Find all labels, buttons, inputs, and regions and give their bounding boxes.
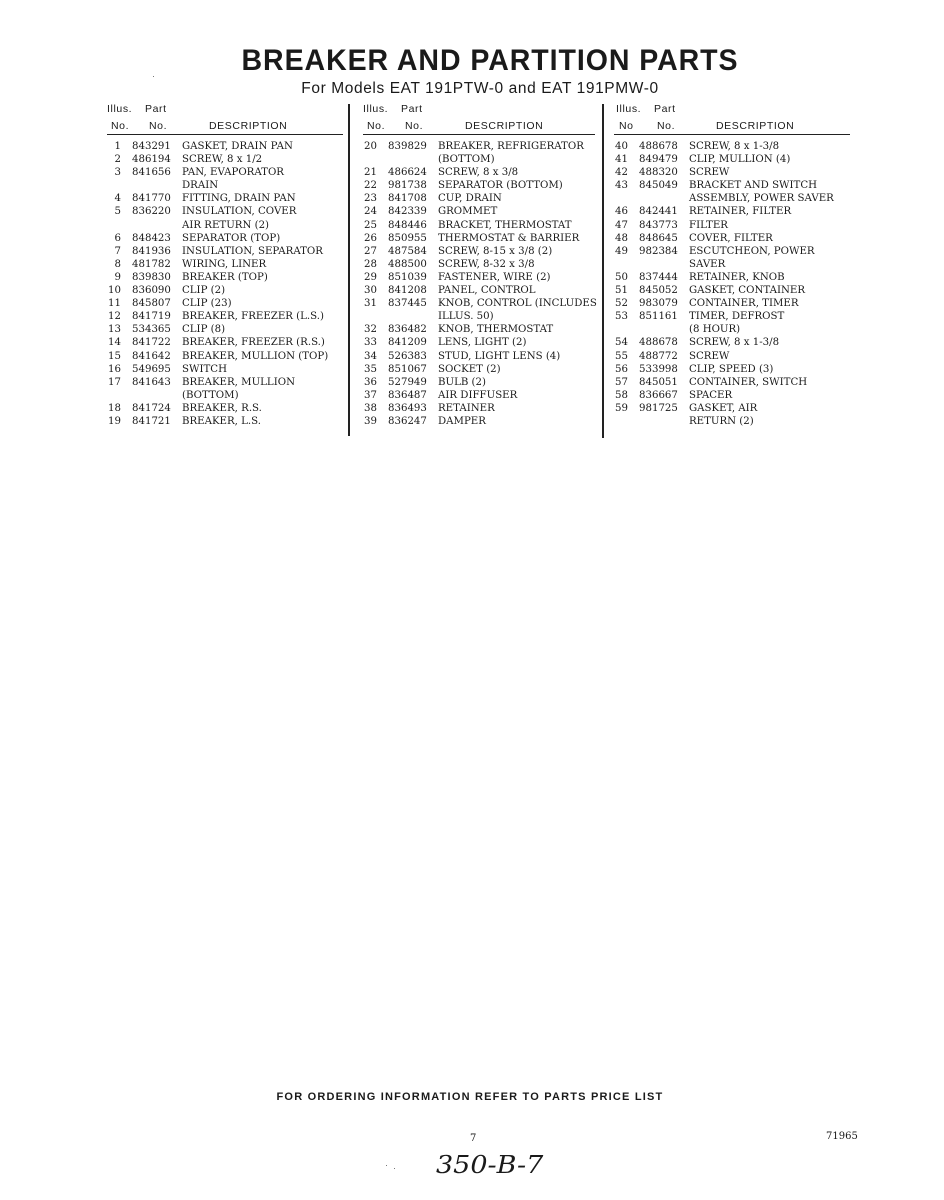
part-number: 842441	[639, 206, 678, 218]
parts-row	[614, 310, 854, 323]
illus-number: 56	[615, 363, 628, 375]
part-number: 841209	[388, 337, 427, 349]
parts-column-3	[614, 103, 854, 428]
parts-row	[363, 219, 603, 232]
part-description: THERMOSTAT & BARRIER	[438, 232, 580, 244]
illus-number: 53	[615, 311, 628, 323]
part-header-line2: No.	[405, 120, 424, 132]
illus-header-line2: No	[619, 120, 634, 132]
part-description: LENS, LIGHT (2)	[438, 337, 527, 349]
illus-number: 8	[114, 258, 121, 270]
part-number: 841770	[132, 193, 171, 205]
parts-row	[614, 179, 854, 192]
parts-row	[614, 192, 854, 205]
part-number: 837444	[639, 271, 678, 283]
part-number: 841721	[132, 415, 171, 427]
part-description: STUD, LIGHT LENS (4)	[438, 350, 561, 362]
parts-row	[107, 245, 347, 258]
part-description: GASKET, AIR	[689, 402, 758, 414]
catalog-code: 71965	[826, 1131, 858, 1142]
part-number: 836247	[388, 415, 427, 427]
illus-number: 37	[364, 389, 377, 401]
part-number: 848423	[132, 232, 171, 244]
illus-number: 19	[108, 415, 121, 427]
parts-row	[107, 363, 347, 376]
part-number: 851039	[388, 271, 427, 283]
part-number: 487584	[388, 245, 427, 257]
illus-header-line2: No.	[111, 120, 130, 132]
description-header: DESCRIPTION	[209, 120, 288, 132]
column-divider	[348, 104, 350, 436]
part-description: SOCKET (2)	[438, 363, 501, 375]
illus-number: 2	[114, 154, 121, 166]
part-number: 526383	[388, 350, 427, 362]
illus-number: 47	[615, 219, 628, 231]
part-number: 850955	[388, 232, 427, 244]
parts-row	[614, 153, 854, 166]
part-description: BREAKER, FREEZER (R.S.)	[182, 337, 325, 349]
part-description: INSULATION, COVER	[182, 206, 297, 218]
part-number: 488678	[639, 141, 678, 152]
part-number: 982384	[639, 245, 678, 257]
part-description: SCREW, 8 x 1/2	[182, 154, 263, 166]
illus-number: 52	[615, 298, 628, 310]
part-number: 845049	[639, 180, 678, 192]
illus-number: 10	[108, 285, 121, 297]
illus-number: 18	[108, 402, 121, 414]
illus-number: 51	[615, 285, 628, 297]
parts-row	[363, 153, 603, 166]
illus-number: 4	[114, 193, 121, 205]
illus-number: 33	[364, 337, 377, 349]
part-number: 841656	[132, 167, 171, 179]
part-description: SCREW	[689, 167, 730, 179]
parts-row	[363, 310, 603, 323]
parts-row	[107, 219, 347, 232]
part-number: 488772	[639, 350, 678, 362]
part-number: 841708	[388, 193, 427, 205]
parts-row	[614, 389, 854, 402]
part-description: DRAIN	[182, 180, 219, 192]
illus-number: 40	[615, 141, 628, 152]
parts-row	[107, 376, 347, 389]
header-rule	[614, 134, 850, 135]
part-number: 843291	[132, 141, 171, 152]
illus-number: 31	[364, 298, 377, 310]
illus-number: 30	[364, 285, 377, 297]
illus-number: 59	[615, 402, 628, 414]
part-number: 849479	[639, 154, 678, 166]
part-description: SCREW, 8 x 1-3/8	[689, 141, 780, 152]
part-description: PAN, EVAPORATOR	[182, 167, 284, 179]
illus-number: 46	[615, 206, 628, 218]
illus-number: 55	[615, 350, 628, 362]
illus-number: 14	[108, 337, 121, 349]
part-header-line1: Part	[654, 103, 676, 115]
part-description: SEPARATOR (TOP)	[182, 232, 281, 244]
page-title: BREAKER AND PARTITION PARTS	[241, 44, 739, 77]
parts-list	[363, 140, 603, 428]
parts-row	[363, 258, 603, 271]
scan-speck	[386, 1165, 387, 1166]
part-number: 486194	[132, 154, 171, 166]
part-description: GROMMET	[438, 206, 498, 218]
page-number: 7	[470, 1133, 477, 1144]
parts-list	[107, 140, 347, 428]
part-number: 845051	[639, 376, 678, 388]
illus-number: 17	[108, 376, 121, 388]
part-description: WIRING, LINER	[182, 258, 267, 270]
part-number: 533998	[639, 363, 678, 375]
part-description: FILTER	[689, 219, 728, 231]
part-number: 527949	[388, 376, 427, 388]
part-description: BRACKET AND SWITCH	[689, 180, 818, 192]
illus-header-line2: No.	[367, 120, 386, 132]
column-divider	[602, 104, 604, 438]
parts-row	[363, 140, 603, 153]
illus-number: 21	[364, 167, 377, 179]
scan-speck	[394, 1168, 395, 1169]
part-header-line2: No.	[657, 120, 676, 132]
part-number: 836667	[639, 389, 678, 401]
part-description: TIMER, DEFROST	[689, 311, 785, 323]
illus-number: 39	[364, 415, 377, 427]
part-number: 981725	[639, 402, 678, 414]
parts-row	[363, 415, 603, 428]
part-number: 981738	[388, 180, 427, 192]
part-number: 983079	[639, 298, 678, 310]
part-description: RETAINER	[438, 402, 495, 414]
part-number: 836482	[388, 324, 427, 336]
parts-row	[614, 284, 854, 297]
part-number: 534365	[132, 324, 171, 336]
part-description: (BOTTOM)	[182, 389, 239, 401]
part-description: CLIP (23)	[182, 298, 232, 310]
part-description: SCREW	[689, 350, 730, 362]
parts-row	[363, 232, 603, 245]
part-description: AIR RETURN (2)	[182, 219, 270, 231]
part-description: SCREW, 8-15 x 3/8 (2)	[438, 245, 553, 257]
part-description: KNOB, CONTROL (INCLUDES	[438, 298, 597, 310]
parts-row	[107, 232, 347, 245]
parts-column-2	[363, 103, 603, 428]
parts-row	[107, 284, 347, 297]
parts-row	[107, 310, 347, 323]
parts-row	[363, 271, 603, 284]
part-description: SWITCH	[182, 363, 227, 375]
part-number: 842339	[388, 206, 427, 218]
parts-list	[614, 140, 854, 428]
illus-number: 22	[364, 180, 377, 192]
column-header	[107, 103, 347, 137]
parts-row	[614, 350, 854, 363]
parts-row	[363, 166, 603, 179]
parts-row	[107, 140, 347, 153]
part-description: (BOTTOM)	[438, 154, 495, 166]
part-number: 841208	[388, 285, 427, 297]
illus-number: 20	[364, 141, 377, 152]
part-number: 836090	[132, 285, 171, 297]
part-description: GASKET, CONTAINER	[689, 285, 805, 297]
part-description: COVER, FILTER	[689, 232, 773, 244]
part-description: ASSEMBLY, POWER SAVER	[689, 193, 834, 205]
part-number: 549695	[132, 363, 171, 375]
part-number: 839829	[388, 141, 427, 152]
illus-number: 57	[615, 376, 628, 388]
parts-row	[363, 376, 603, 389]
parts-row	[107, 166, 347, 179]
part-number: 845052	[639, 285, 678, 297]
part-description: CONTAINER, TIMER	[689, 298, 799, 310]
parts-row	[363, 323, 603, 336]
part-description: BULB (2)	[438, 376, 486, 388]
part-number: 848645	[639, 232, 678, 244]
part-number: 843773	[639, 219, 678, 231]
illus-number: 27	[364, 245, 377, 257]
parts-row	[363, 350, 603, 363]
part-number: 837445	[388, 298, 427, 310]
illus-number: 32	[364, 324, 377, 336]
parts-row	[614, 297, 854, 310]
part-description: ILLUS. 50)	[438, 311, 494, 323]
part-description: BREAKER, FREEZER (L.S.)	[182, 311, 324, 323]
parts-row	[363, 402, 603, 415]
part-description: RETAINER, FILTER	[689, 206, 792, 218]
parts-row	[614, 245, 854, 258]
parts-row	[107, 336, 347, 349]
part-number: 481782	[132, 258, 171, 270]
illus-number: 38	[364, 402, 377, 414]
parts-row	[614, 363, 854, 376]
parts-row	[107, 323, 347, 336]
illus-number: 48	[615, 232, 628, 244]
part-description: SCREW, 8 x 1-3/8	[689, 337, 780, 349]
part-description: BREAKER, MULLION	[182, 376, 295, 388]
part-number: 836220	[132, 206, 171, 218]
parts-row	[363, 336, 603, 349]
part-number: 841724	[132, 402, 171, 414]
parts-row	[107, 350, 347, 363]
part-description: DAMPER	[438, 415, 486, 427]
illus-number: 42	[615, 167, 628, 179]
parts-row	[107, 153, 347, 166]
illus-number: 3	[114, 167, 121, 179]
part-description: ESCUTCHEON, POWER	[689, 245, 815, 257]
part-description: FASTENER, WIRE (2)	[438, 271, 551, 283]
part-number: 836487	[388, 389, 427, 401]
parts-row	[107, 415, 347, 428]
part-description: BRACKET, THERMOSTAT	[438, 219, 572, 231]
parts-row	[614, 402, 854, 415]
part-description: RETAINER, KNOB	[689, 271, 785, 283]
part-description: AIR DIFFUSER	[438, 389, 518, 401]
part-header-line1: Part	[401, 103, 423, 115]
parts-column-1	[107, 103, 347, 428]
parts-row	[363, 192, 603, 205]
parts-row	[614, 232, 854, 245]
illus-number: 41	[615, 154, 628, 166]
part-description: CLIP (2)	[182, 285, 226, 297]
parts-row	[614, 205, 854, 218]
part-number: 841643	[132, 376, 171, 388]
part-description: BREAKER, MULLION (TOP)	[182, 350, 329, 362]
illus-number: 28	[364, 258, 377, 270]
part-description: RETURN (2)	[689, 415, 754, 427]
illus-header-line1: Illus.	[616, 103, 642, 115]
part-number: 839830	[132, 271, 171, 283]
part-number: 488678	[639, 337, 678, 349]
part-description: (8 HOUR)	[689, 324, 741, 336]
illus-number: 43	[615, 180, 628, 192]
column-header	[363, 103, 603, 137]
parts-row	[107, 389, 347, 402]
parts-row	[107, 192, 347, 205]
illus-number: 54	[615, 337, 628, 349]
illus-number: 11	[108, 298, 121, 310]
part-number: 851161	[639, 311, 678, 323]
parts-row	[363, 297, 603, 310]
parts-row	[614, 140, 854, 153]
parts-row	[363, 363, 603, 376]
part-number: 488320	[639, 167, 678, 179]
illus-number: 13	[108, 324, 121, 336]
header-rule	[363, 134, 595, 135]
illus-number: 1	[114, 141, 121, 152]
part-description: INSULATION, SEPARATOR	[182, 245, 323, 257]
illus-number: 29	[364, 271, 377, 283]
illus-number: 5	[114, 206, 121, 218]
part-number: 836493	[388, 402, 427, 414]
parts-row	[107, 402, 347, 415]
ordering-note: FOR ORDERING INFORMATION REFER TO PARTS PRICE LIST	[276, 1091, 664, 1103]
illus-number: 12	[108, 311, 121, 323]
part-description: BREAKER, REFRIGERATOR	[438, 141, 584, 152]
description-header: DESCRIPTION	[716, 120, 795, 132]
part-number: 488500	[388, 258, 427, 270]
part-number: 841642	[132, 350, 171, 362]
part-number: 851067	[388, 363, 427, 375]
illus-number: 16	[108, 363, 121, 375]
part-number: 841722	[132, 337, 171, 349]
part-description: BREAKER, L.S.	[182, 415, 262, 427]
part-description: CUP, DRAIN	[438, 193, 502, 205]
part-header-line1: Part	[145, 103, 167, 115]
handwritten-note: 350-B-7	[436, 1151, 544, 1180]
part-number: 841719	[132, 311, 171, 323]
parts-row	[107, 271, 347, 284]
part-description: SCREW, 8 x 3/8	[438, 167, 519, 179]
part-description: CLIP, SPEED (3)	[689, 363, 774, 375]
illus-number: 25	[364, 219, 377, 231]
parts-row	[107, 205, 347, 218]
illus-header-line1: Illus.	[363, 103, 389, 115]
illus-number: 34	[364, 350, 377, 362]
part-description: SEPARATOR (BOTTOM)	[438, 180, 563, 192]
scan-speck	[153, 76, 154, 77]
illus-number: 24	[364, 206, 377, 218]
part-description: PANEL, CONTROL	[438, 285, 536, 297]
illus-number: 49	[615, 245, 628, 257]
part-description: BREAKER (TOP)	[182, 271, 268, 283]
parts-row	[614, 336, 854, 349]
part-description: FITTING, DRAIN PAN	[182, 193, 296, 205]
parts-row	[363, 389, 603, 402]
parts-row	[614, 219, 854, 232]
illus-number: 26	[364, 232, 377, 244]
parts-row	[107, 179, 347, 192]
parts-row	[363, 245, 603, 258]
part-description: SPACER	[689, 389, 733, 401]
illus-header-line1: Illus.	[107, 103, 133, 115]
illus-number: 58	[615, 389, 628, 401]
illus-number: 23	[364, 193, 377, 205]
parts-row	[614, 166, 854, 179]
part-description: SAVER	[689, 258, 726, 270]
illus-number: 7	[114, 245, 121, 257]
parts-row	[614, 258, 854, 271]
parts-row	[614, 323, 854, 336]
parts-row	[614, 271, 854, 284]
part-number: 848446	[388, 219, 427, 231]
illus-number: 15	[108, 350, 121, 362]
part-description: KNOB, THERMOSTAT	[438, 324, 554, 336]
parts-row	[107, 258, 347, 271]
part-description: SCREW, 8-32 x 3/8	[438, 258, 535, 270]
illus-number: 36	[364, 376, 377, 388]
illus-number: 6	[114, 232, 121, 244]
part-description: BREAKER, R.S.	[182, 402, 262, 414]
part-description: CONTAINER, SWITCH	[689, 376, 808, 388]
parts-row	[363, 284, 603, 297]
part-number: 845807	[132, 298, 171, 310]
description-header: DESCRIPTION	[465, 120, 544, 132]
page-subtitle: For Models EAT 191PTW-0 and EAT 191PMW-0	[301, 80, 659, 97]
parts-row	[363, 205, 603, 218]
column-header	[614, 103, 854, 137]
part-number: 486624	[388, 167, 427, 179]
part-number: 841936	[132, 245, 171, 257]
parts-row	[107, 297, 347, 310]
header-rule	[107, 134, 343, 135]
parts-row	[363, 179, 603, 192]
parts-row	[614, 376, 854, 389]
part-description: GASKET, DRAIN PAN	[182, 141, 293, 152]
part-description: CLIP (8)	[182, 324, 226, 336]
part-header-line2: No.	[149, 120, 168, 132]
illus-number: 50	[615, 271, 628, 283]
illus-number: 35	[364, 363, 377, 375]
illus-number: 9	[114, 271, 121, 283]
part-description: CLIP, MULLION (4)	[689, 154, 791, 166]
parts-row	[614, 415, 854, 428]
